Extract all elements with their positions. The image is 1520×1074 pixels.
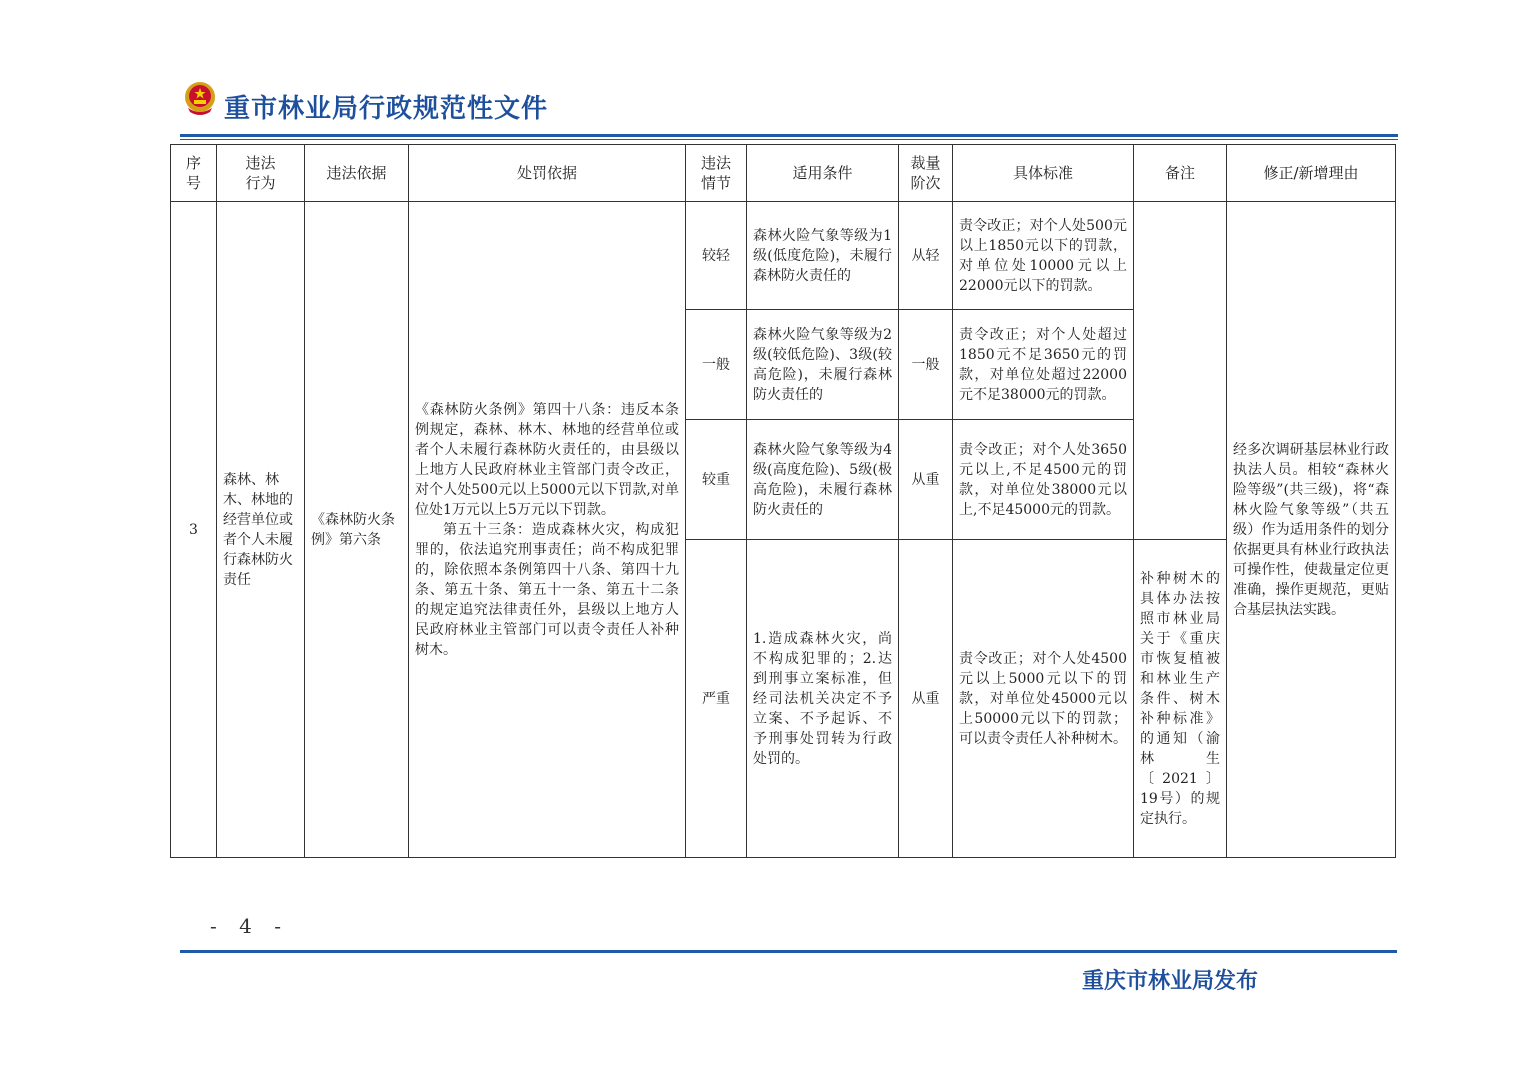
cell-condition: 1.造成森林火灾，尚不构成犯罪的；2.达到刑事立案标准，但经司法机关决定不予立案、不予起诉、不予刑事处罚转为行政处罚的。 <box>747 540 899 858</box>
header-rule <box>180 134 1398 137</box>
col-header-behavior: 违法 行为 <box>217 145 305 202</box>
col-header-remark: 备注 <box>1134 145 1227 202</box>
cell-circumstance: 严重 <box>686 540 747 858</box>
cell-tier: 从重 <box>899 540 953 858</box>
table-row <box>171 202 1396 310</box>
cell-tier: 一般 <box>899 310 953 420</box>
col-header-reason: 修正/新增理由 <box>1227 145 1396 202</box>
cell-standard: 责令改正；对个人处3650元以上,不足4500元的罚款，对单位处38000元以上,不足45000元的罚款。 <box>953 420 1134 540</box>
publisher-label: 重庆市林业局发布 <box>1082 969 1259 994</box>
col-header-standard: 具体标准 <box>953 145 1134 202</box>
cell-circumstance: 一般 <box>686 310 747 420</box>
cell-circumstance: 较轻 <box>686 202 747 310</box>
col-header-tier: 裁量 阶次 <box>899 145 953 202</box>
penalty-basis-art53: 第五十三条：造成森林火灾，构成犯罪的，依法追究刑事责任；尚不构成犯罪的，除依照本条例第四十八条、第四十九条、第五十条、第五十一条、第五十二条的规定追究法律责任外，县级以上地方人民政府林业主管部门可以责令责任人补种树木。 <box>415 521 679 658</box>
penalty-basis-art48: 《森林防火条例》第四十八条：违反本条例规定，森林、林木、林地的经营单位或者个人未履行森林防火责任的，由县级以上地方人民政府林业主管部门责令改正，对个人处500元以上5000元以下罚款,对单位处1万元以上5万元以下罚款。 <box>415 401 679 518</box>
cell-seq: 3 <box>171 202 217 858</box>
cell-reason: 经多次调研基层林业行政执法人员。相较“森林火险等级”(共三级)，将“森林火险气象等级”（共五级）作为适用条件的划分依据更具有林业行政执法可操作性，使裁量定位更准确，操作更规范，更贴合基层执法实践。 <box>1227 202 1396 858</box>
page-number: - 4 - <box>210 914 289 938</box>
cell-standard: 责令改正；对个人处500元以上1850元以下的罚款，对单位处10000元以上22000元以下的罚款。 <box>953 202 1134 310</box>
cell-penalty-basis <box>409 202 686 858</box>
col-header-penalty-basis: 处罚依据 <box>409 145 686 202</box>
cell-condition: 森林火险气象等级为2级(较低危险)、3级(较高危险)，未履行森林防火责任的 <box>747 310 899 420</box>
cell-standard: 责令改正；对个人处4500元以上5000元以下的罚款，对单位处45000元以上50000元以下的罚款；可以责令责任人补种树木。 <box>953 540 1134 858</box>
cell-condition: 森林火险气象等级为4级(高度危险)、5级(极高危险)，未履行森林防火责任的 <box>747 420 899 540</box>
cell-basis: 《森林防火条例》第六条 <box>305 202 409 858</box>
header-title: 重市林业局行政规范性文件 <box>224 94 549 124</box>
penalty-standard-table <box>170 144 1396 858</box>
col-header-condition: 适用条件 <box>747 145 899 202</box>
footer-rule <box>180 950 1397 953</box>
cell-condition: 森林火险气象等级为1级(低度危险)，未履行森林防火责任的 <box>747 202 899 310</box>
col-header-seq: 序 号 <box>171 145 217 202</box>
national-emblem-icon <box>183 80 217 116</box>
cell-behavior: 森林、林木、林地的经营单位或者个人未履行森林防火责任 <box>217 202 305 858</box>
cell-standard: 责令改正；对个人处超过1850元不足3650元的罚款，对单位处超过22000元不足38000元的罚款。 <box>953 310 1134 420</box>
table-header-row <box>171 145 1396 202</box>
cell-circumstance: 较重 <box>686 420 747 540</box>
cell-tier: 从重 <box>899 420 953 540</box>
col-header-circumstance: 违法 情节 <box>686 145 747 202</box>
col-header-basis: 违法依据 <box>305 145 409 202</box>
cell-tier: 从轻 <box>899 202 953 310</box>
header-rule-thin <box>180 139 1398 140</box>
cell-remark-empty <box>1134 202 1227 540</box>
cell-remark: 补种树木的具体办法按照市林业局关于《重庆市恢复植被和林业生产条件、树木补种标准》的通知（渝林生〔2021〕19号）的规定执行。 <box>1134 540 1227 858</box>
